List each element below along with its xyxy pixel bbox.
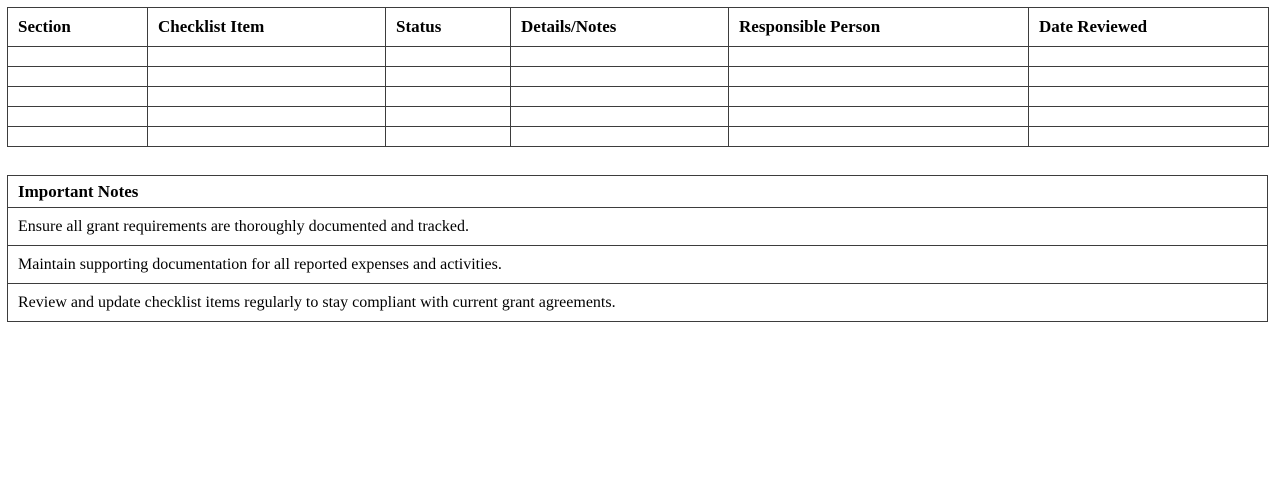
checklist-empty-cell[interactable] (8, 127, 148, 147)
checklist-empty-cell[interactable] (148, 87, 386, 107)
checklist-empty-cell[interactable] (1029, 47, 1269, 67)
checklist-empty-row (8, 87, 1269, 107)
checklist-empty-cell[interactable] (511, 107, 729, 127)
checklist-empty-cell[interactable] (148, 67, 386, 87)
note-row (8, 284, 1268, 322)
checklist-empty-cell[interactable] (386, 67, 511, 87)
checklist-empty-cell[interactable] (148, 127, 386, 147)
checklist-empty-cell[interactable] (729, 127, 1029, 147)
note-text: Ensure all grant requirements are thoroughly documented and tracked. (8, 208, 1268, 246)
checklist-empty-cell[interactable] (386, 127, 511, 147)
checklist-empty-cell[interactable] (511, 47, 729, 67)
checklist-empty-cell[interactable] (8, 107, 148, 127)
checklist-empty-cell[interactable] (8, 87, 148, 107)
checklist-empty-cell[interactable] (386, 47, 511, 67)
column-header-responsible-person: Responsible Person (729, 8, 1029, 47)
notes-header: Important Notes (8, 176, 1268, 208)
checklist-empty-cell[interactable] (8, 47, 148, 67)
checklist-empty-cell[interactable] (386, 107, 511, 127)
checklist-empty-cell[interactable] (511, 127, 729, 147)
column-header-details-notes: Details/Notes (511, 8, 729, 47)
checklist-empty-cell[interactable] (148, 47, 386, 67)
column-header-date-reviewed: Date Reviewed (1029, 8, 1269, 47)
checklist-empty-cell[interactable] (729, 47, 1029, 67)
column-header-status: Status (386, 8, 511, 47)
checklist-empty-cell[interactable] (729, 67, 1029, 87)
note-text: Maintain supporting documentation for all reported expenses and activities. (8, 246, 1268, 284)
notes-header-row (8, 176, 1268, 208)
checklist-empty-row (8, 67, 1269, 87)
important-notes-table (7, 175, 1268, 322)
checklist-empty-cell[interactable] (148, 107, 386, 127)
column-header-section: Section (8, 8, 148, 47)
checklist-empty-cell[interactable] (511, 87, 729, 107)
checklist-body (8, 47, 1269, 147)
note-row (8, 208, 1268, 246)
checklist-empty-cell[interactable] (729, 87, 1029, 107)
checklist-empty-row (8, 107, 1269, 127)
checklist-empty-cell[interactable] (386, 87, 511, 107)
checklist-empty-cell[interactable] (1029, 127, 1269, 147)
checklist-empty-cell[interactable] (8, 67, 148, 87)
checklist-empty-cell[interactable] (1029, 67, 1269, 87)
note-row (8, 246, 1268, 284)
checklist-empty-cell[interactable] (511, 67, 729, 87)
checklist-empty-cell[interactable] (1029, 107, 1269, 127)
checklist-empty-row (8, 127, 1269, 147)
checklist-empty-cell[interactable] (1029, 87, 1269, 107)
note-text: Review and update checklist items regularly to stay compliant with current grant agreements. (8, 284, 1268, 322)
checklist-empty-cell[interactable] (729, 107, 1029, 127)
column-header-checklist-item: Checklist Item (148, 8, 386, 47)
grant-checklist-table (7, 7, 1269, 147)
checklist-header-row (8, 8, 1269, 47)
checklist-empty-row (8, 47, 1269, 67)
